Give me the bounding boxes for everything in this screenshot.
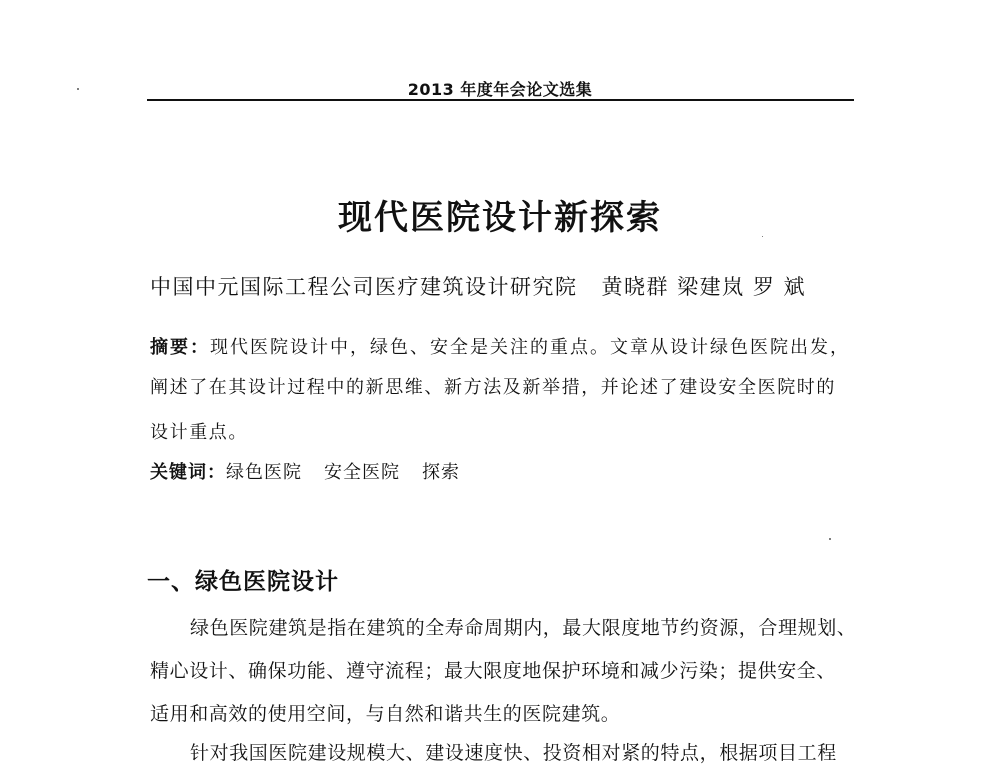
affiliation: 中国中元国际工程公司医疗建筑设计研究院 <box>150 275 578 299</box>
byline <box>150 271 806 301</box>
paper-title: 现代医院设计新探索 <box>338 198 662 238</box>
abstract-label: 摘要： <box>150 337 210 358</box>
body-line: 适用和高效的使用空间，与自然和谐共生的医院建筑。 <box>150 703 621 725</box>
section-heading: 一、绿色医院设计 <box>147 569 339 595</box>
abstract-line <box>150 333 850 359</box>
header-rule <box>147 99 854 101</box>
running-head: 2013 年度年会论文选集 <box>407 80 593 99</box>
body-line: 绿色医院建筑是指在建筑的全寿命周期内，最大限度地节约资源，合理规划、 <box>190 617 857 639</box>
abstract-line: 阐述了在其设计过程中的新思维、新方法及新举措，并论述了建设安全医院时的 <box>150 377 836 398</box>
scan-speck <box>77 88 79 90</box>
body-line: 精心设计、确保功能、遵守流程；最大限度地保护环境和减少污染；提供安全、 <box>150 660 837 682</box>
keyword: 绿色医院 <box>226 462 302 483</box>
abstract-line: 设计重点。 <box>150 422 248 443</box>
body-line: 针对我国医院建设规模大、建设速度快、投资相对紧的特点，根据项目工程 <box>190 742 837 764</box>
keyword: 安全医院 <box>324 462 400 483</box>
authors: 黄晓群 梁建岚 罗 斌 <box>601 275 807 299</box>
abstract-text: 现代医院设计中，绿色、安全是关注的重点。文章从设计绿色医院出发， <box>210 337 850 358</box>
keywords <box>150 458 460 484</box>
keyword: 探索 <box>422 462 460 483</box>
scan-speck <box>829 538 831 540</box>
scan-speck <box>762 236 763 237</box>
keywords-label: 关键词： <box>150 462 226 483</box>
